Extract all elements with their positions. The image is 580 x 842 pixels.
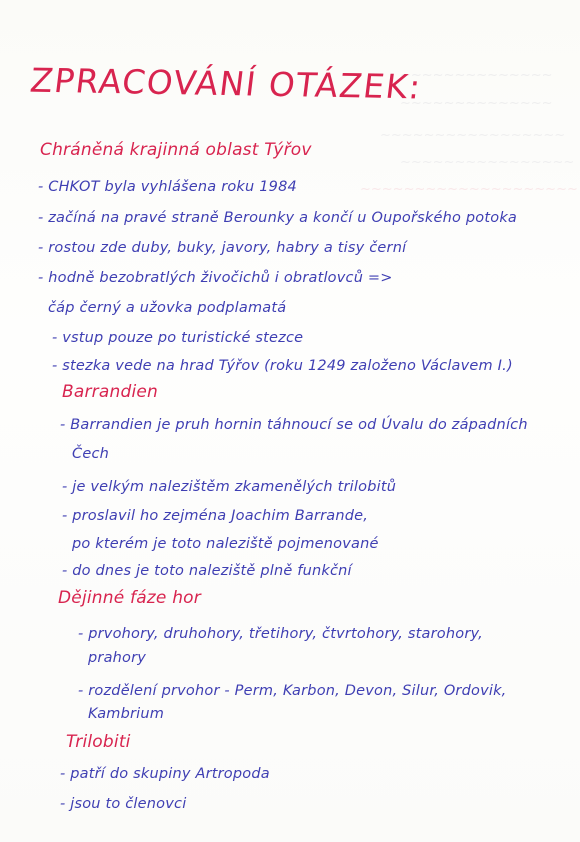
note-line: - patří do skupiny Artropoda (60, 766, 270, 782)
note-line: - rostou zde duby, buky, javory, habry a tisy černí (38, 240, 407, 256)
section-heading: Chráněná krajinná oblast Týřov (40, 140, 312, 160)
note-line: - vstup pouze po turistické stezce (52, 330, 304, 346)
note-line: - jsou to členovci (60, 796, 187, 812)
bleed-through-text: ~~~~~~~~~~~~~~~~ (400, 155, 575, 170)
section-heading: Trilobiti (66, 732, 131, 752)
note-line: prahory (88, 650, 147, 666)
note-line: - do dnes je toto naleziště plně funkční (62, 563, 352, 579)
note-line: - proslavil ho zejména Joachim Barrande, (62, 508, 369, 524)
note-line: - rozdělení prvohor - Perm, Karbon, Devon, Silur, Ordovik, (78, 683, 507, 699)
note-line: po kterém je toto naleziště pojmenované (72, 536, 379, 552)
section-heading: Dějinné fáze hor (58, 588, 201, 608)
bleed-through-text: ~~~~~~~~~~~~~~~~~~~~ (360, 182, 578, 197)
note-line: - prvohory, druhohory, třetihory, čtvrtohory, starohory, (78, 626, 483, 642)
note-line: Čech (72, 446, 110, 462)
section-heading: Barrandien (62, 382, 158, 402)
bleed-through-text: ~~~~~~~~~~~~~~ (400, 68, 553, 83)
note-line: Kambrium (88, 706, 165, 722)
bleed-through-text: ~~~~~~~~~~~~~~ (400, 96, 553, 111)
note-line: - začíná na pravé straně Berounky a končí u Oupořského potoka (38, 210, 518, 226)
note-line: - CHKOT byla vyhlášena roku 1984 (38, 179, 297, 195)
page-title: ZPRACOVÁNÍ OTÁZEK: (27, 60, 424, 107)
note-line: - Barrandien je pruh hornin táhnoucí se od Úvalu do západních (60, 417, 528, 433)
bleed-through-text: ~~~~~~~~~~~~~~~~~ (380, 128, 566, 143)
note-line: - je velkým nalezištěm zkamenělých trilobitů (62, 479, 397, 495)
note-line: čáp černý a užovka podplamatá (48, 300, 287, 316)
note-line: - stezka vede na hrad Týřov (roku 1249 založeno Václavem I.) (52, 358, 513, 374)
note-line: - hodně bezobratlých živočichů i obratlovců => (38, 270, 393, 286)
